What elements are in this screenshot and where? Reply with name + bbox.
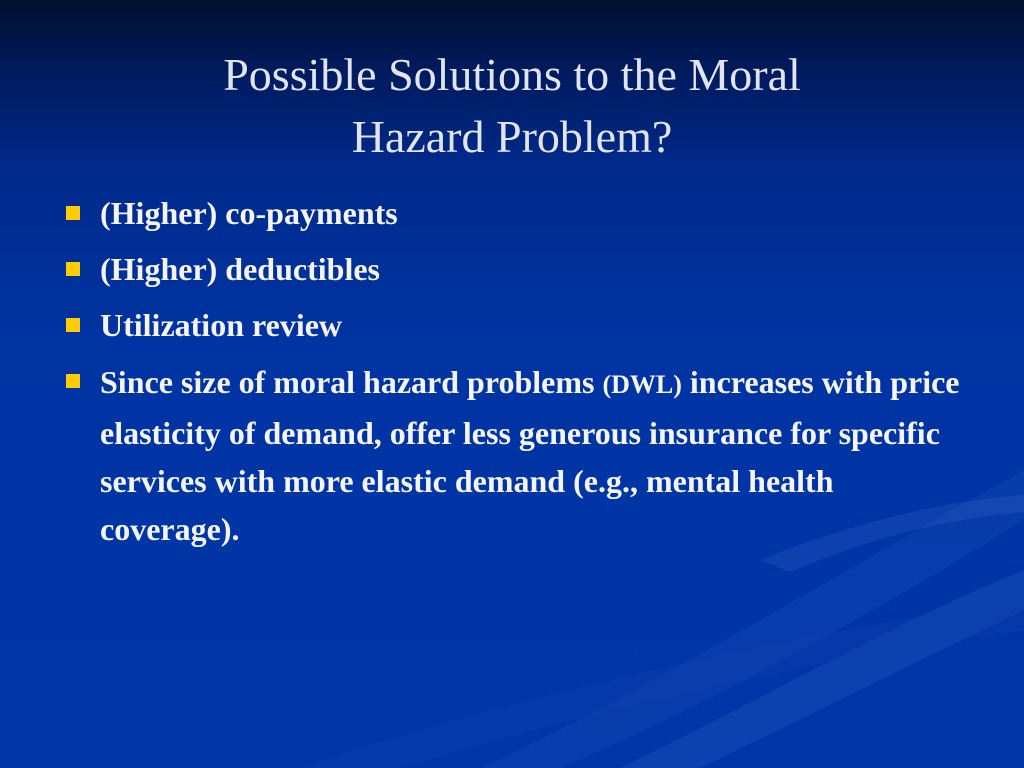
bullet-item-co-payments <box>62 190 972 236</box>
bullet-text: Utilization review <box>100 307 343 343</box>
yellow-square-bullet-icon <box>66 262 80 276</box>
bullet-text: (Higher) co-payments <box>100 195 398 231</box>
yellow-square-bullet-icon <box>66 318 80 332</box>
bullet-text-part-1: Since size of moral hazard problems <box>100 364 603 400</box>
yellow-square-bullet-icon <box>66 374 80 388</box>
slide-title-line-1: Possible Solutions to the Moral <box>223 49 801 100</box>
bullet-text-part-2: increases with price elasticity of demand, offer less generous insurance for specific services with more elastic demand (e.g., mental health coverage). <box>100 364 960 547</box>
bullet-text-dwl: (DWL) <box>602 370 682 399</box>
bullet-item-deductibles <box>62 246 972 292</box>
yellow-square-bullet-icon <box>66 206 80 220</box>
bullet-item-utilization-review <box>62 302 972 348</box>
slide-title <box>100 44 924 168</box>
bullet-text: (Higher) deductibles <box>100 251 380 287</box>
slide-title-line-2: Hazard Problem? <box>351 111 673 162</box>
bullet-item-elasticity <box>62 358 972 553</box>
bullet-list <box>62 190 972 563</box>
